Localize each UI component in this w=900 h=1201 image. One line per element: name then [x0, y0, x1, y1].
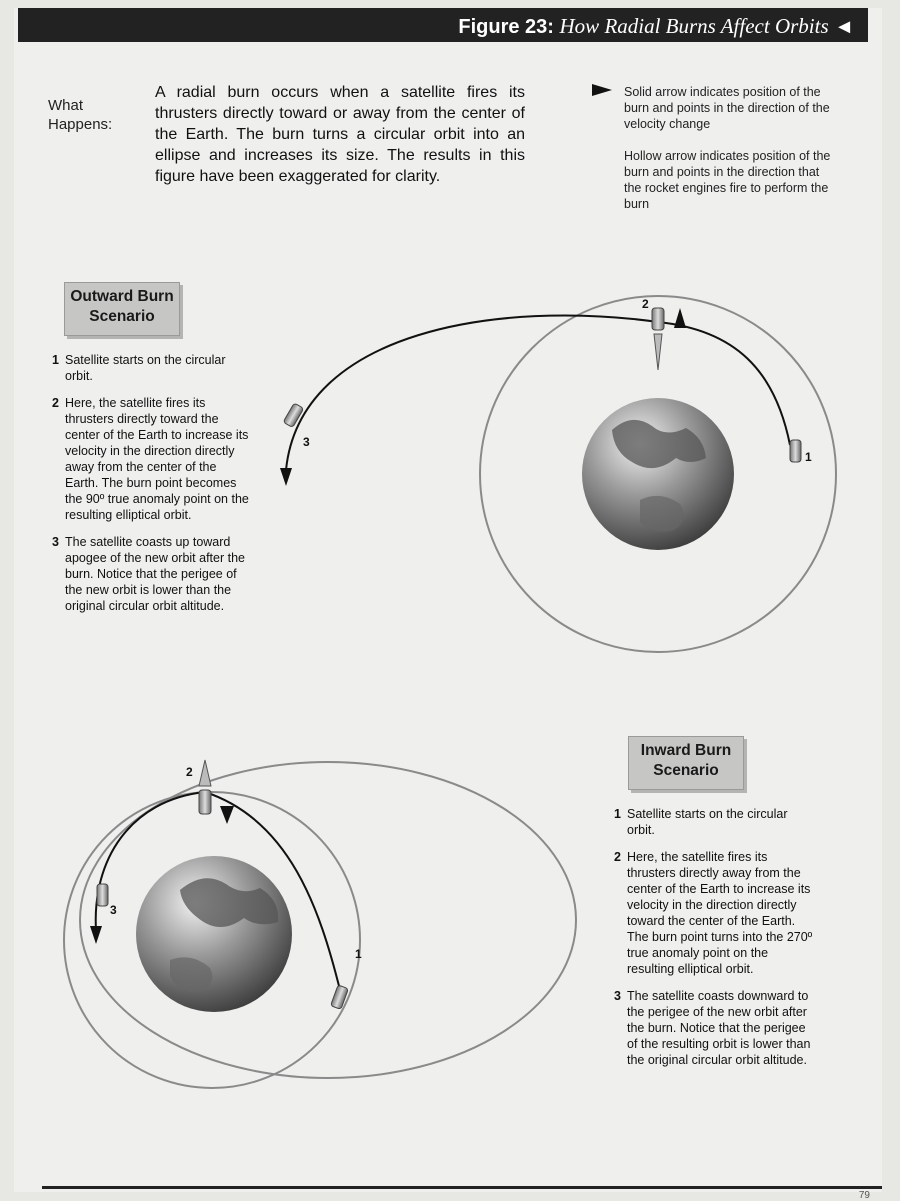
outward-scenario-title: Outward Burn Scenario — [64, 282, 180, 336]
intro-paragraph: A radial burn occurs when a satellite fires its thrusters directly toward or away from the center of the Earth. The burn turns a circular orbit into an ellipse and increases its size. The results in this figure have been exaggerated for clarity. — [155, 84, 525, 185]
outward-marker-3: 3 — [303, 435, 310, 449]
bottom-rule — [42, 1186, 882, 1189]
inward-steps — [614, 806, 814, 1079]
page-number: 79 — [858, 1190, 870, 1201]
outward-diagram — [280, 296, 836, 652]
satellite-icon — [652, 308, 664, 330]
step-number: 3 — [52, 535, 59, 549]
step-text: Here, the satellite fires its thrusters directly toward the center of the Earth to increase its velocity in the direction directly away from the center of the Earth. The burn point becomes the 90º true anomaly point on the resulting elliptical orbit. — [65, 396, 249, 522]
outward-marker-1: 1 — [805, 450, 812, 464]
satellite-icon — [283, 403, 304, 428]
step-text: Satellite starts on the circular orbit. — [65, 353, 226, 383]
inward-marker-1: 1 — [355, 947, 362, 961]
hollow-arrow-icon — [654, 334, 662, 370]
outward-marker-2: 2 — [642, 297, 649, 311]
earth-icon — [582, 398, 734, 550]
solid-arrow-icon — [674, 308, 686, 328]
what-happens-label: What Happens: — [48, 97, 113, 133]
inward-marker-2: 2 — [186, 765, 193, 779]
inward-scenario-title: Inward Burn Scenario — [628, 736, 744, 790]
inward-step-1 — [614, 806, 814, 838]
satellite-icon — [97, 884, 108, 906]
legend-hollow-arrow: Hollow arrow indicates position of the burn and points in the direction that the rocket engines fire to perform the burn — [624, 149, 831, 211]
left-arrow-icon: ◄ — [834, 16, 854, 38]
legend-solid-arrow: Solid arrow indicates position of the burn and points in the direction of the velocity change — [624, 85, 830, 131]
inward-diagram — [64, 760, 576, 1088]
step-text: The satellite coasts up toward apogee of the new orbit after the burn. Notice that the perigee of the new orbit is lower than the original circular orbit altitude. — [65, 535, 245, 613]
inward-direction-arrow-icon — [90, 926, 102, 944]
solid-arrow-icon — [220, 806, 234, 824]
earth-icon — [136, 856, 292, 1012]
satellite-icon — [790, 440, 801, 462]
step-text: Satellite starts on the circular orbit. — [627, 807, 788, 837]
step-number: 3 — [614, 989, 621, 1003]
satellite-icon — [199, 790, 211, 814]
inward-step-3 — [614, 988, 814, 1068]
hollow-arrow-icon — [199, 760, 211, 786]
inward-step-2 — [614, 849, 814, 977]
inward-marker-3: 3 — [110, 903, 117, 917]
outward-direction-arrow-icon — [280, 468, 292, 486]
step-number: 1 — [614, 807, 621, 821]
step-text: Here, the satellite fires its thrusters directly away from the center of the Earth to increase its velocity in the direction directly toward the center of the Earth. The burn point turns into the 270º true anomaly point on the resulting elliptical orbit. — [627, 850, 813, 976]
step-number: 1 — [52, 353, 59, 367]
figure-label: Figure 23: — [458, 16, 554, 38]
step-number: 2 — [52, 396, 59, 410]
step-text: The satellite coasts downward to the perigee of the new orbit after the burn. Notice that the perigee of the resulting orbit is lower than the original circular orbit altitude. — [627, 989, 811, 1067]
figure-title-text: How Radial Burns Affect Orbits — [559, 14, 829, 38]
step-number: 2 — [614, 850, 621, 864]
